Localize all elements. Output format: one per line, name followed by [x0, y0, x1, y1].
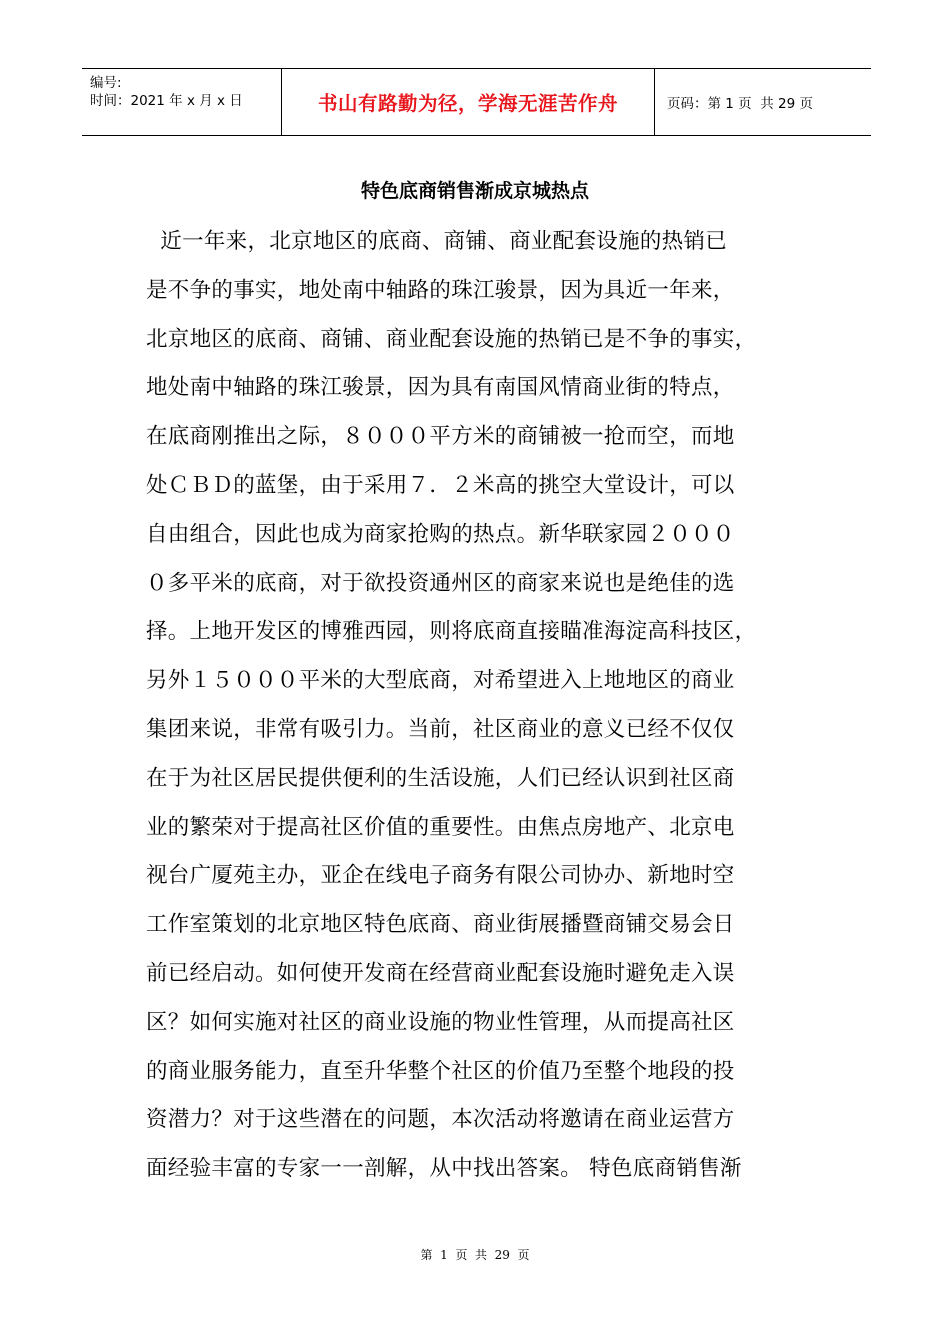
body-line: 在于为社区居民提供便利的生活设施，人们已经认识到社区商 — [146, 765, 735, 791]
body-line: 前已经启动。如何使开发商在经营商业配套设施时避免走入误 — [146, 960, 735, 986]
body-line: 业的繁荣对于提高社区价值的重要性。由焦点房地产、北京电 — [146, 814, 735, 840]
body-line: 处ＣＢＤ的蓝堡，由于采用７．２米高的挑空大堂设计，可以 — [146, 472, 735, 498]
body-line: 自由组合，因此也成为商家抢购的热点。新华联家园２０００ — [146, 521, 735, 547]
body-line: 区？如何实施对社区的商业设施的物业性管理，从而提高社区 — [146, 1009, 735, 1035]
body-line: 在底商刚推出之际，８０００平方米的商铺被一抢而空，而地 — [146, 424, 735, 450]
header-motto: 书山有路勤为径，学海无涯苦作舟 — [282, 69, 655, 135]
document-body — [146, 218, 836, 1194]
body-line: 北京地区的底商、商铺、商业配套设施的热销已是不争的事实， — [146, 326, 757, 352]
page-header — [82, 68, 871, 136]
body-line: 地处南中轴路的珠江骏景，因为具有南国风情商业街的特点， — [146, 375, 735, 401]
body-line: 近一年来，北京地区的底商、商铺、商业配套设施的热销已 — [146, 229, 728, 254]
body-line: ０多平米的底商，对于欲投资通州区的商家来说也是绝佳的选 — [146, 570, 735, 596]
header-meta — [82, 69, 282, 135]
serial-label: 编号: — [90, 75, 122, 91]
body-line: 视台广厦苑主办，亚企在线电子商务有限公司协办、新地时空 — [146, 863, 735, 889]
body-line: 是不争的事实，地处南中轴路的珠江骏景，因为具近一年来， — [146, 277, 735, 303]
time-label: 时间：2021 年 x 月 x 日 — [90, 93, 243, 109]
body-line: 择。上地开发区的博雅西园，则将底商直接瞄准海淀高科技区， — [146, 619, 757, 645]
page-footer: 第 1 页 共 29 页 — [420, 1248, 530, 1262]
document-title: 特色底商销售渐成京城热点 — [360, 180, 589, 202]
body-line: 集团来说，非常有吸引力。当前，社区商业的意义已经不仅仅 — [146, 716, 735, 742]
body-line: 工作室策划的北京地区特色底商、商业街展播暨商铺交易会日 — [146, 912, 735, 938]
body-line: 面经验丰富的专家一一剖解，从中找出答案。 特色底商销售渐 — [146, 1156, 742, 1182]
header-page-info: 页码：第 1 页 共 29 页 — [667, 96, 814, 112]
body-line: 的商业服务能力，直至升华整个社区的价值乃至整个地段的投 — [146, 1058, 735, 1084]
body-line: 另外１５０００平米的大型底商，对希望进入上地地区的商业 — [146, 668, 735, 694]
body-line: 资潜力？对于这些潜在的问题，本次活动将邀请在商业运营方 — [146, 1107, 735, 1133]
